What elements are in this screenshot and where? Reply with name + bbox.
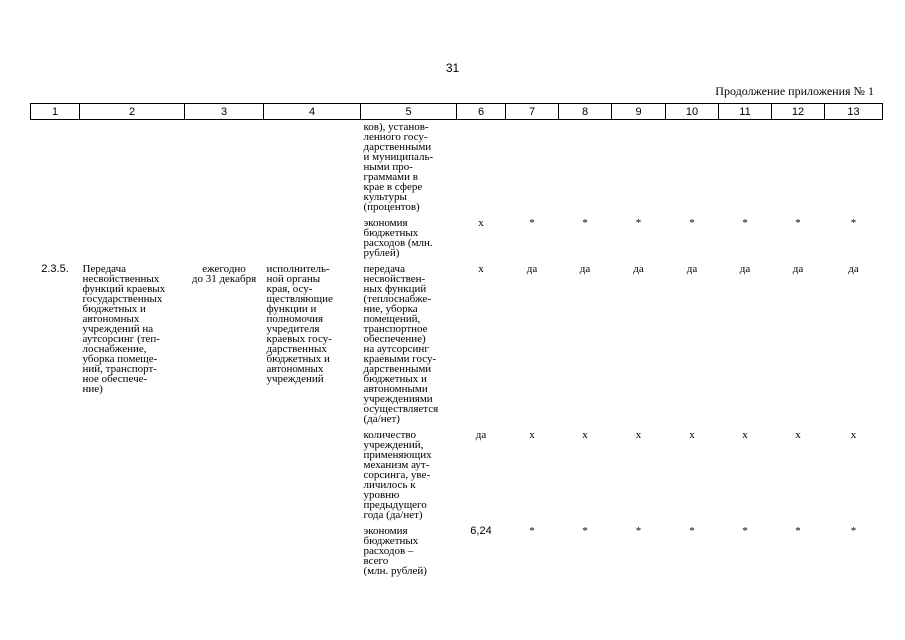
appendix-table bbox=[30, 103, 883, 580]
value-cell: * bbox=[742, 217, 748, 229]
column-header-1: 1 bbox=[31, 104, 80, 120]
deadline bbox=[185, 120, 264, 217]
column-header-11: 11 bbox=[719, 104, 772, 120]
value-cell: * bbox=[795, 525, 801, 537]
indicator: ков), установ- ленного госу- дарственными и муниципаль- ными про- граммами в крае в сфере культуры (процентов) bbox=[363, 121, 434, 213]
header-row bbox=[31, 104, 883, 120]
deadline bbox=[185, 216, 264, 262]
value-cell: * bbox=[850, 217, 857, 229]
page-number: 31 bbox=[445, 61, 460, 75]
value-cell: х bbox=[635, 429, 642, 441]
column-header-13: 13 bbox=[825, 104, 883, 120]
column-header-4: 4 bbox=[264, 104, 361, 120]
measure-name bbox=[80, 120, 185, 217]
value-cell: х bbox=[478, 217, 484, 229]
responsible bbox=[264, 428, 361, 524]
value-cell: * bbox=[529, 217, 535, 229]
value-cell: х bbox=[850, 429, 857, 441]
value-cell: * bbox=[635, 217, 642, 229]
measure-name: Передача несвойственных функций краевых государственных бюджетных и автономных учреждений на аутсорсинг (теп- лоснабжение, уборка помеще- ний, транспорт- ное обеспече- ние) bbox=[82, 263, 166, 395]
column-header-9: 9 bbox=[612, 104, 666, 120]
value-cell bbox=[772, 120, 825, 217]
value-cell: х bbox=[742, 429, 748, 441]
indicator: передача несвойствен- ных функций (теплоснабже- ние, уборка помещений, транспортное обеспечение) на аутсорсинг краевыми госу- дарственными бюджетных и автономными учреждениями осуществляется (да/нет) bbox=[363, 263, 439, 425]
value-cell: х bbox=[582, 429, 588, 441]
indicator: экономия бюджетных расходов – всего (млн. рублей) bbox=[363, 525, 427, 577]
responsible bbox=[264, 524, 361, 580]
value-cell: * bbox=[689, 217, 695, 229]
column-header-6: 6 bbox=[457, 104, 506, 120]
value-cell: х bbox=[478, 263, 484, 275]
value-cell bbox=[612, 120, 666, 217]
measure-name bbox=[80, 216, 185, 262]
value-cell: * bbox=[742, 525, 748, 537]
deadline bbox=[185, 428, 264, 524]
value-cell: да bbox=[792, 263, 804, 275]
indicator: количество учреждений, применяющих механизм аут- сорсинга, уве- личилось к уровню предыдущего года (да/нет) bbox=[363, 429, 432, 521]
value-cell: х bbox=[529, 429, 535, 441]
table-row bbox=[31, 524, 883, 580]
responsible bbox=[264, 120, 361, 217]
value-cell bbox=[559, 120, 612, 217]
value-cell: да bbox=[739, 263, 751, 275]
continuation-label: Продолжение приложения № 1 bbox=[715, 84, 874, 98]
indicator: экономия бюджетных расходов (млн. рублей) bbox=[363, 217, 433, 259]
column-header-5: 5 bbox=[361, 104, 457, 120]
column-header-12: 12 bbox=[772, 104, 825, 120]
value-cell: х bbox=[689, 429, 695, 441]
row-code bbox=[31, 216, 80, 262]
value-cell: * bbox=[582, 217, 588, 229]
row-code bbox=[31, 524, 80, 580]
measure-name bbox=[80, 524, 185, 580]
value-cell: * bbox=[795, 217, 801, 229]
table-row bbox=[31, 428, 883, 524]
column-header-8: 8 bbox=[559, 104, 612, 120]
value-cell: да bbox=[633, 263, 644, 275]
column-header-7: 7 bbox=[506, 104, 559, 120]
value-cell: * bbox=[635, 525, 642, 537]
row-code bbox=[31, 120, 80, 217]
value-cell: да bbox=[526, 263, 538, 275]
column-header-3: 3 bbox=[185, 104, 264, 120]
row-code bbox=[31, 428, 80, 524]
deadline bbox=[185, 524, 264, 580]
value-cell: * bbox=[582, 525, 588, 537]
value-cell: да bbox=[475, 429, 487, 441]
column-header-2: 2 bbox=[80, 104, 185, 120]
column-header-10: 10 bbox=[666, 104, 719, 120]
table-row bbox=[31, 262, 883, 428]
value-cell: х bbox=[795, 429, 801, 441]
value-cell: 6,24 bbox=[470, 525, 492, 537]
value-cell bbox=[825, 120, 883, 217]
value-cell bbox=[457, 120, 506, 217]
value-cell bbox=[506, 120, 559, 217]
measure-name bbox=[80, 428, 185, 524]
value-cell bbox=[666, 120, 719, 217]
value-cell: * bbox=[850, 525, 857, 537]
value-cell: да bbox=[579, 263, 591, 275]
value-cell bbox=[719, 120, 772, 217]
value-cell: да bbox=[848, 263, 859, 275]
responsible bbox=[264, 216, 361, 262]
deadline: ежегодно до 31 декабря bbox=[191, 263, 257, 285]
row-code: 2.3.5. bbox=[41, 263, 69, 275]
value-cell: * bbox=[689, 525, 695, 537]
value-cell: да bbox=[686, 263, 698, 275]
table-row bbox=[31, 216, 883, 262]
responsible: исполнитель- ной органы края, осу- ществляющие функции и полномочия учредителя краевых госу- дарственных бюджетных и автономных учреждений bbox=[266, 263, 333, 385]
table-row bbox=[31, 120, 883, 217]
value-cell: * bbox=[529, 525, 535, 537]
